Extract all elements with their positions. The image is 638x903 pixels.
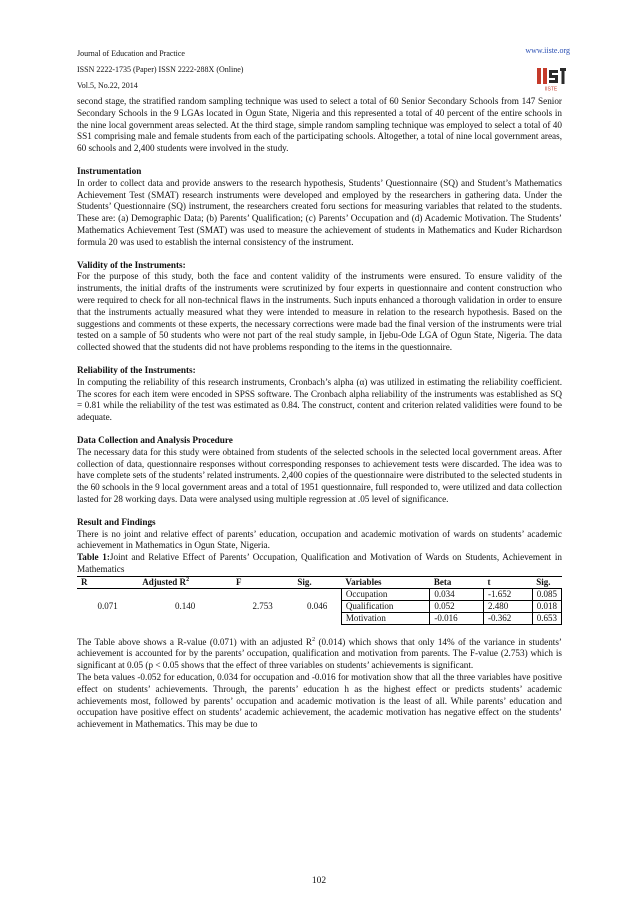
volume-line: Vol.5, No.22, 2014 bbox=[77, 81, 138, 90]
cell-beta: 0.052 bbox=[430, 600, 484, 612]
cell-variable: Qualification bbox=[341, 600, 430, 612]
cell-t: -0.362 bbox=[484, 612, 533, 624]
cell-sig-value: 0.018 bbox=[532, 600, 561, 612]
header-variables: Variables bbox=[341, 576, 430, 588]
reliability-heading: Reliability of the Instruments: bbox=[77, 364, 196, 375]
header-t: t bbox=[484, 576, 533, 588]
cell-sig: 0.046 bbox=[306, 600, 328, 611]
header-adjusted-r: Adjusted $R^2$ bbox=[138, 576, 232, 588]
logo-text: IISTE bbox=[544, 86, 558, 92]
results-heading: Result and Findings bbox=[77, 516, 156, 527]
header-beta: Beta bbox=[430, 576, 484, 588]
header-sig: Sig. bbox=[293, 576, 341, 588]
issn-line: ISSN 2222-1735 (Paper) ISSN 2222-288X (Online) bbox=[77, 65, 244, 74]
cell-beta: 0.034 bbox=[430, 588, 484, 600]
page-number: 102 bbox=[311, 876, 327, 886]
cell-variable: Occupation bbox=[341, 588, 430, 600]
validity-paragraph: For the purpose of this study, both the face and content validity of the instruments were ensured. To ensure validity of the instruments, the initial drafts of the instruments were scrutinized by four experts in questionnaire and content construction who were required to check for all non-technical flaws in the instruments. Such inputs enhanced a thorough validation in order to ensure that the instruments actually measured what they were intended to measure in relation to the research hypothesis. Based on the suggestions and comments ot these experts, the necessary corrections were made bad the final version of the instruments were trial tested on a sample of 50 students who were not part of the real study sample, in Ijebu-Ode LGA of Ogun State, Nigeria. The data collected showed that the students did not have problems responding to the items in the questionnaire. bbox=[77, 271, 562, 353]
cell-variable: Motivation bbox=[341, 612, 430, 624]
article-body bbox=[77, 96, 562, 731]
intro-paragraph: second stage, the stratified random sampling technique was used to select a total of 60 Senior Secondary Schools from 147 Senior Secondary Schools in the 9 LGAs located in Ogun State, Nigeria and this represented a total of 40 percent of the entire schools in the nine local government areas selected. At the third stage, simple random sampling technique was employed to select a total of 40 SS1 comprising male and female students from each of the participating schools. Altogether, a total of nine local government areas, 60 schools and 2,400 students were involved in the study. bbox=[77, 96, 562, 154]
journal-header bbox=[77, 46, 243, 94]
journal-url-link[interactable]: www.iiste.org bbox=[525, 46, 570, 55]
cell-t: -1.652 bbox=[484, 588, 533, 600]
header-r: R bbox=[77, 576, 138, 588]
header-sig-2: Sig. bbox=[532, 576, 561, 588]
reliability-paragraph: In computing the reliability of this research instruments, Cronbach’s alpha (α) was utilized in estimating the reliability coefficient. The scores for each item were encoded in SPSS software. The Cronbach alpha reliability of the instruments was established as SQ = 0.81 while the reliability of the test was estimated as 0.84. The construct, content and criterion related validities were found to be adequate. bbox=[77, 376, 562, 423]
hypothesis-paragraph: There is no joint and relative effect of parents’ education, occupation and academic motivation of wards on students’ academic achievement in Mathematics in Ogun State, Nigeria. bbox=[77, 528, 562, 551]
regression-table bbox=[77, 576, 562, 625]
journal-name: Journal of Education and Practice bbox=[77, 49, 185, 58]
table-header-row bbox=[77, 576, 562, 588]
table-label: Table 1: bbox=[77, 552, 110, 563]
validity-heading: Validity of the Instruments: bbox=[77, 259, 186, 270]
instrumentation-paragraph: In order to collect data and provide answers to the research hypothesis, Students’ Questionnaire (SQ) and Student’s Mathematics Achievement Test (SMAT) research instruments were developed and employed by the researchers in gathering data. Under the Students’ Questionnaire (SQ) instrument, the researchers created foru sections for measuring variables that related to the students. These are: (a) Demographic Data; (b) Parents’ Qualification; (c) Parents’ Occupation and (d) Academic Motivation. The Students’ Mathematics Achievement Test (SMAT) was used to measure the achievement of students in Mathematics and Kuder Richardson formula 20 was used to establish the internal consistency of the instrument. bbox=[77, 177, 562, 247]
cell-sig-value: 0.085 bbox=[532, 588, 561, 600]
table-row bbox=[77, 588, 562, 600]
data-collection-heading: Data Collection and Analysis Procedure bbox=[77, 434, 233, 445]
header-f: F bbox=[232, 576, 293, 588]
table-title: Joint and Relative Effect of Parents’ Occupation, Qualification and Motivation of Wards on Students, Achievement in Mathematics bbox=[77, 552, 562, 574]
cell-t: 2.480 bbox=[484, 600, 533, 612]
beta-discussion-paragraph: The beta values -0.052 for education, 0.034 for occupation and -0.016 for motivation show that all the three variables have positive effect on students’ achievements. Through, the parents’ education h as the highest effect or predicts students’ academic achievements most, followed by parents’ occupation and academic motivation is the least of all. While parents’ education and occupation have positive effect on students’ academic achievement, the academic motivation has negative effect on the students’ achievement in Mathematics. This may be due to bbox=[77, 672, 562, 730]
table-caption bbox=[77, 552, 562, 576]
iiste-logo bbox=[534, 64, 568, 92]
cell-r: 0.071 bbox=[97, 600, 118, 611]
instrumentation-heading: Instrumentation bbox=[77, 165, 142, 176]
table-discussion-paragraph: The Table above shows a R-value (0.071) with an adjusted $R^2$ (0.014) which shows that only 14% of the variance in students’ achievement is accounted for by the parents’ occupation, qualification and motivation from parents. The F-value (2.753) which is significant at 0.05 (p < 0.05 shows that the effect of three variables on students’ achievements is significant. bbox=[77, 636, 562, 671]
data-collection-paragraph: The necessary data for this study were obtained from students of the selected schools in the selected local government areas. After collection of data, questionnaire responses without corresponding responses to achievement tests were discarded. The idea was to have complete sets of the students’ related instruments. 2,400 copies of the questionnaire were distributed to the selected students in the 60 schools in the 9 local government areas and a total of 1951 questionnaire, full responded to, were utilized and data collection lasted for 28 working days. Data were analysed using multiple regression at .05 level of significance. bbox=[77, 446, 562, 504]
cell-sig-value: 0.653 bbox=[532, 612, 561, 624]
cell-beta: -0.016 bbox=[430, 612, 484, 624]
cell-f: 2.753 bbox=[252, 600, 273, 611]
cell-adjusted-r: 0.140 bbox=[175, 600, 196, 611]
